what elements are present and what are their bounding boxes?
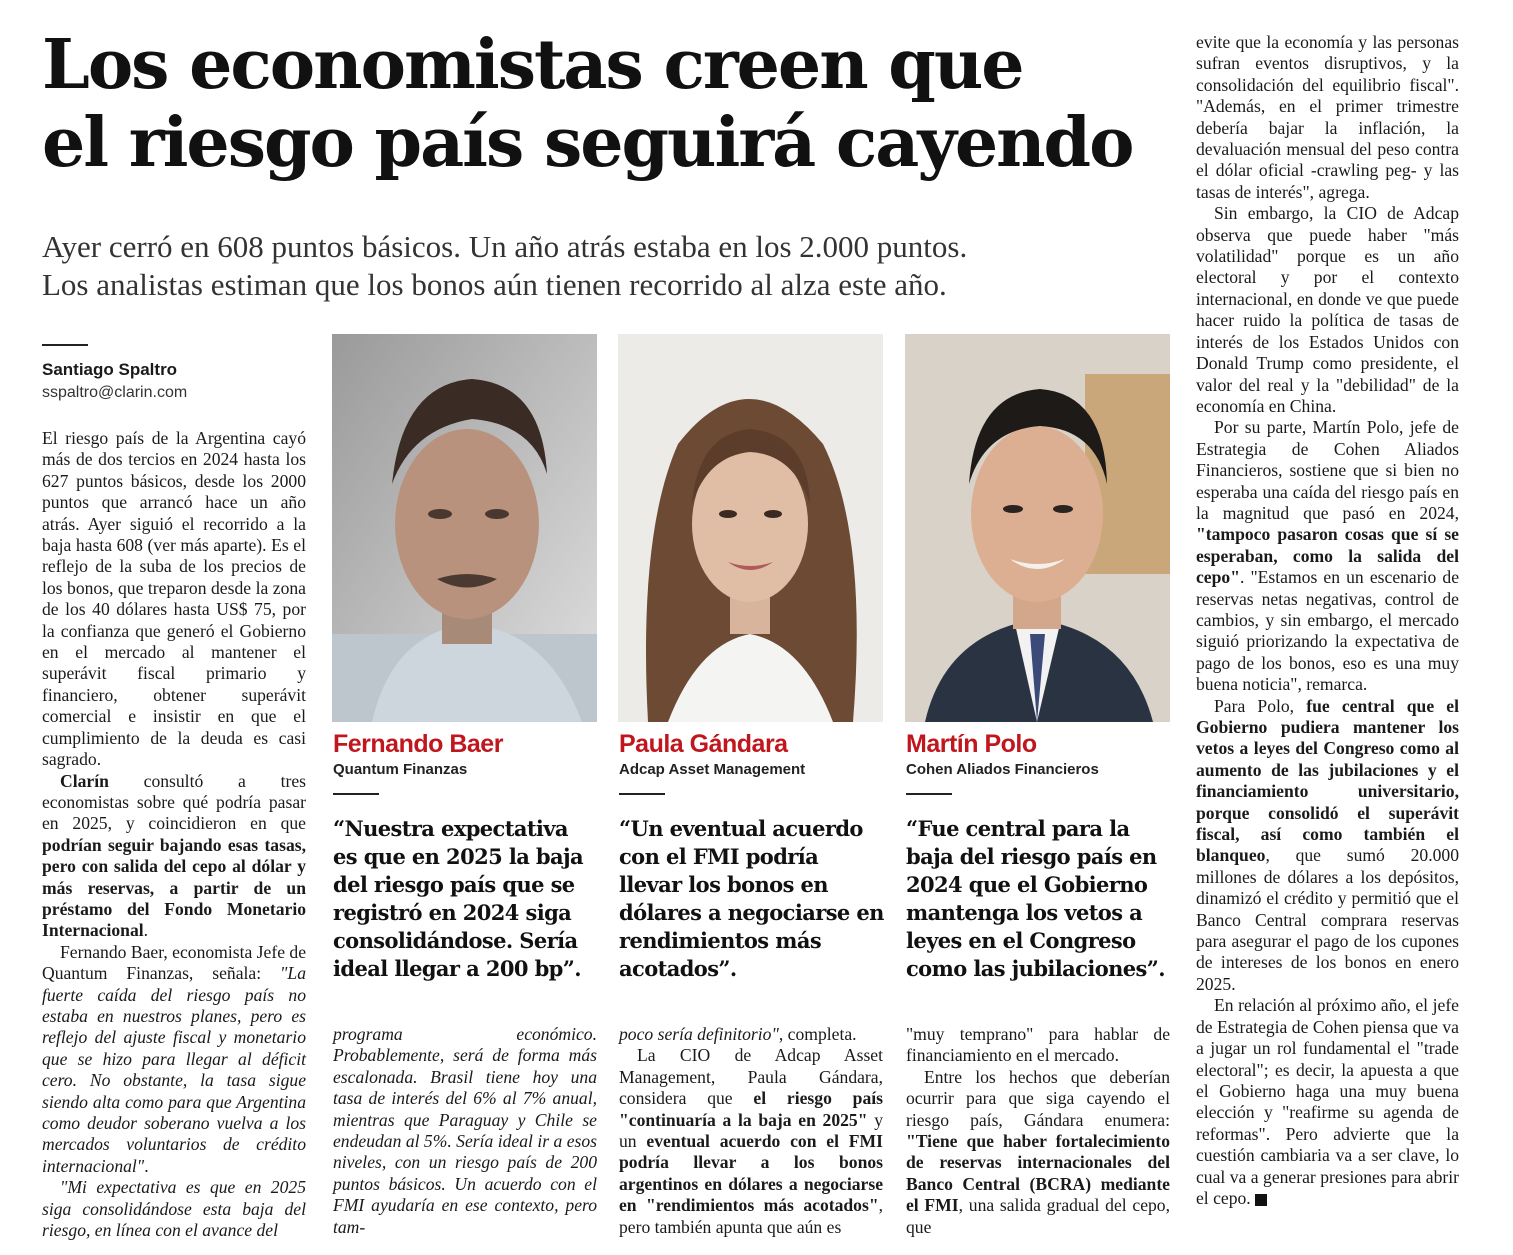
end-of-article-mark bbox=[1255, 1194, 1267, 1206]
profile-rule bbox=[619, 793, 665, 795]
paragraph: Para Polo, fue central que el Gobierno pudiera mantener los vetos a leyes del Congreso como al aumento de las jubilaciones y el financiamiento universitario, porque consolidó el superávit fiscal, así como también el blanqueo, que sumó 20.000 millones de dólares a los depósitos, dinamizó el crédito y permitió que el Banco Central comprara reservas para asegurar el pago de los cupones de intereses de los bonos en enero 2025. bbox=[1196, 695, 1459, 994]
profile-name-baer: Fernando Baer bbox=[333, 730, 503, 758]
subheadline bbox=[42, 228, 1182, 304]
photo-martin-polo bbox=[905, 334, 1170, 722]
headline bbox=[42, 26, 1182, 182]
pull-quote-gandara: “Un eventual acuerdo con el FMI podría llevar los bonos en dólares a negociarse en rendimientos más acotados”. bbox=[619, 816, 884, 981]
profile-name-polo: Martín Polo bbox=[906, 730, 1037, 758]
headline-line-1: Los economistas creen que bbox=[42, 25, 1023, 105]
paragraph: poco sería definitorio", completa. bbox=[619, 1024, 857, 1044]
paragraph: En relación al próximo año, el jefe de Estrategia de Cohen piensa que va a jugar un rol fundamental el "trade electoral"; es decir, la apuesta a que el Gobierno haga una muy buena elección y "reafirme su agenda de reformas". Pero advierte que la cuestión cambiaria va a ser clave, lo cual va a generar presiones para abrir el cepo. bbox=[1196, 995, 1459, 1208]
headline-line-2: el riesgo país seguirá cayendo bbox=[42, 103, 1133, 183]
column-3 bbox=[619, 1024, 883, 1238]
profile-org-gandara: Adcap Asset Management bbox=[619, 761, 806, 778]
byline-rule bbox=[42, 344, 88, 346]
column-2 bbox=[333, 1024, 597, 1238]
column-1 bbox=[42, 428, 306, 1241]
profile-org-polo: Cohen Aliados Financieros bbox=[906, 761, 1099, 778]
profile-name-gandara: Paula Gándara bbox=[619, 730, 788, 758]
paragraph: Sin embargo, la CIO de Adcap observa que puede haber "más volatilidad" porque es un año electoral y por el contexto internacional, en donde ve que puede hacer ruido la política de tasas de interés de los Estados Unidos con Donald Trump como presidente, el valor del real y la "debilidad" de la economía en China. bbox=[1196, 203, 1459, 416]
column-5 bbox=[1196, 32, 1459, 1209]
paragraph: "muy temprano" para hablar de financiamiento en el mercado. bbox=[906, 1024, 1170, 1066]
column-4 bbox=[906, 1024, 1170, 1238]
profile-org-baer: Quantum Finanzas bbox=[333, 761, 468, 778]
paragraph: "Mi expectativa es que en 2025 siga consolidándose esta baja del riesgo, en línea con el avance del bbox=[42, 1177, 306, 1241]
photo-paula-gandara bbox=[618, 334, 883, 722]
author-name: Santiago Spaltro bbox=[42, 360, 178, 379]
subheadline-line-2: Los analistas estiman que los bonos aún tienen recorrido al alza este año. bbox=[42, 267, 947, 302]
photo-fernando-baer bbox=[332, 334, 597, 722]
profile-rule bbox=[333, 793, 379, 795]
pull-quote-polo: “Fue central para la baja del riesgo país en 2024 que el Gobierno mantenga los vetos a leyes en el Congreso como las jubilaciones”. bbox=[906, 816, 1165, 981]
paragraph: programa económico. Probablemente, será de forma más escalonada. Brasil tiene hoy una tasa de interés del 6% al 7% anual, mientras que Paraguay y Chile se endeudan al 5%. Sería ideal ir a esos niveles, con un riesgo país de 200 puntos básicos. Un acuerdo con el FMI ayudaría en ese contexto, pero tam- bbox=[333, 1024, 597, 1237]
paragraph: Fernando Baer, economista Jefe de Quantum Finanzas, señala: "La fuerte caída del riesgo país no estaba en nuestros planes, pero es reflejo del ajuste fiscal y monetario que se hizo para llegar al déficit cero. No obstante, la tasa sigue siendo alta como para que Argentina como deudor soberano vuelva a los mercados voluntarios de crédito internacional". bbox=[42, 941, 307, 1176]
pull-quote-baer: “Nuestra expectativa es que en 2025 la baja del riesgo país que se registró en 2024 siga consolidándose. Sería ideal llegar a 200 bp”. bbox=[333, 816, 584, 981]
paragraph: Clarín consultó a tres economistas sobre qué podría pasar en 2025, y coincidieron en que podrían seguir bajando esas tasas, pero con salida del cepo al dólar y más reservas, a partir de un préstamo del Fondo Monetario Internacional. bbox=[42, 770, 306, 941]
author-email[interactable]: sspaltro@clarin.com bbox=[42, 384, 188, 401]
paragraph: evite que la economía y las personas sufran eventos disruptivos, y la consolidación del equilibrio fiscal". "Además, en el primer trimestre debería bajar la inflación, la devaluación mensual del peso contra el dólar oficial -crawling peg- y las tasas de interés", agrega. bbox=[1196, 32, 1459, 202]
profile-rule bbox=[906, 793, 952, 795]
paragraph: El riesgo país de la Argentina cayó más de dos tercios en 2024 hasta los 627 puntos básicos, desde los 2000 puntos que arrancó hace un año atrás. Ayer siguió el recorrido a la baja hasta 608 (ver más aparte). Es el reflejo de la suba de los precios de los bonos, que treparon desde la zona de los 40 dólares hasta US$ 75, por la confianza que generó el Gobierno en el mercado al mantener el superávit fiscal primario y financiero, obtener superávit comercial e insistir en que el cumplimiento de la deuda es casi sagrado. bbox=[42, 428, 306, 770]
paragraph: La CIO de Adcap Asset Management, Paula Gándara, considera que el riesgo país "continuaría a la baja en 2025" y un eventual acuerdo con el FMI podría llevar a los bonos argentinos en dólares a negociarse en "rendimientos más acotados", pero también apunta que aún es bbox=[619, 1045, 884, 1237]
paragraph: Entre los hechos que deberían ocurrir para que siga cayendo el riesgo país, Gándara enumera: "Tiene que haber fortalecimiento de reservas internacionales del Banco Central (BCRA) mediante el FMI, una salida gradual del cepo, que bbox=[906, 1066, 1170, 1237]
subheadline-line-1: Ayer cerró en 608 puntos básicos. Un año atrás estaba en los 2.000 puntos. bbox=[42, 229, 968, 264]
paragraph: Por su parte, Martín Polo, jefe de Estrategia de Cohen Aliados Financieros, sostiene que si bien no esperaba una caída del riesgo país en la magnitud que pasó en 2024, "tampoco pasaron cosas que sí se esperaban, como la salida del cepo". "Estamos en un escenario de reservas netas negativas, control de cambios, y sin embargo, el mercado siguió priorizando la expectativa de pago de los bonos, eso es una muy buena noticia", remarca. bbox=[1196, 417, 1459, 695]
